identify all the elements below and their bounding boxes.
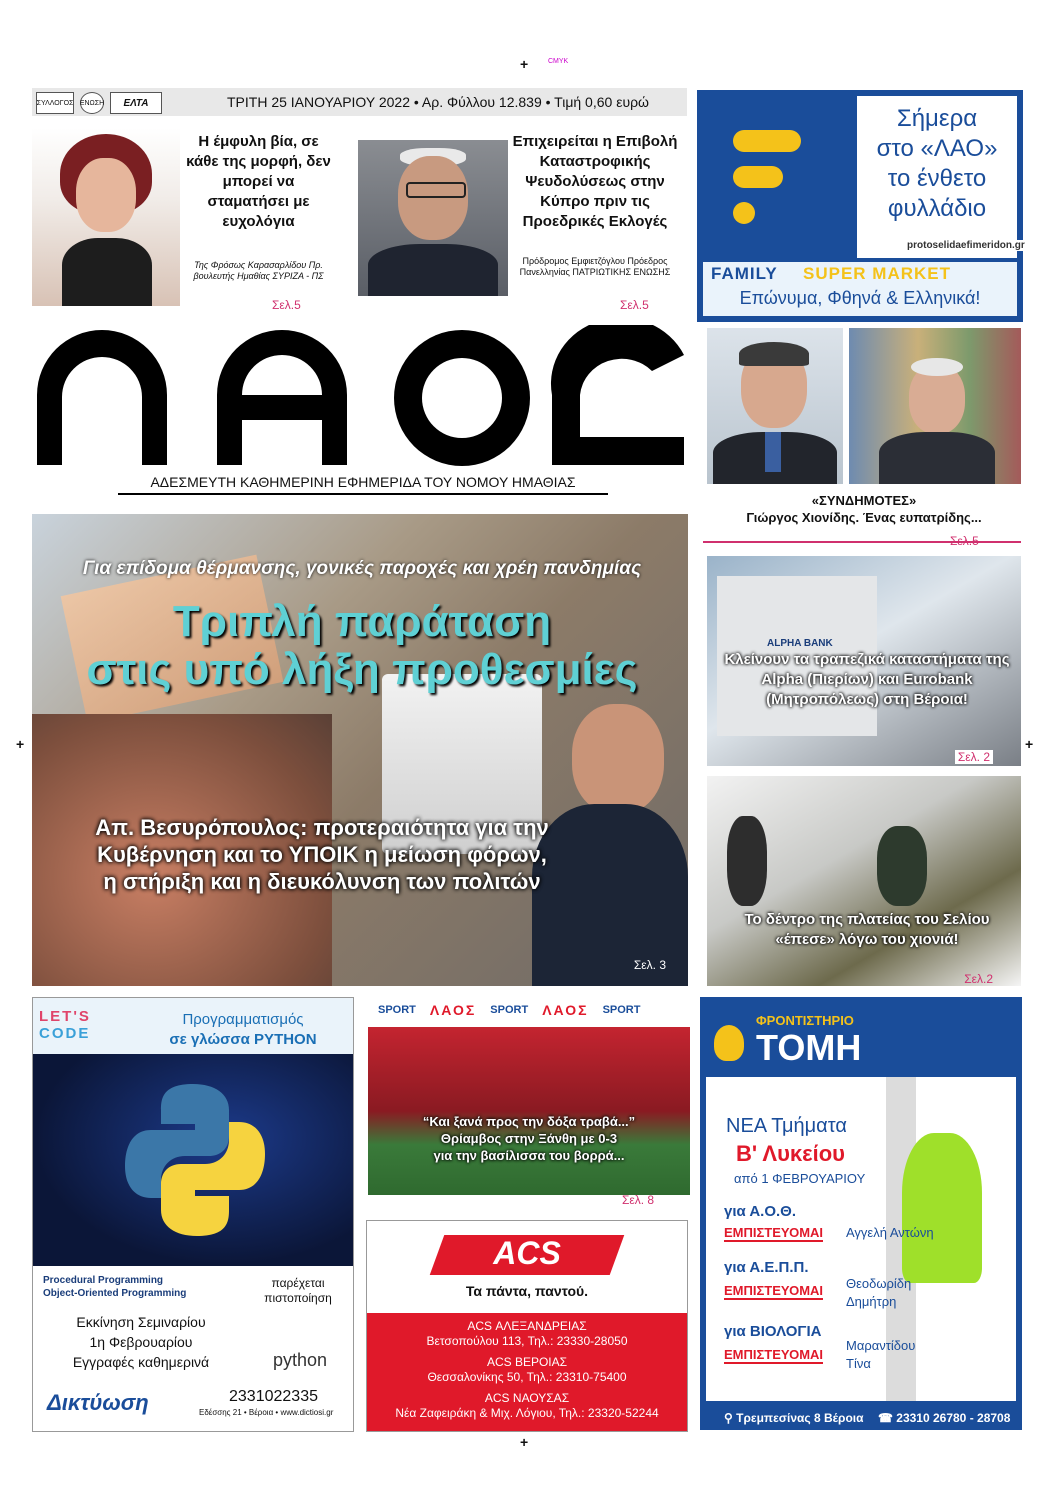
union-logo: ΕΝΩΣΗ [80,92,104,114]
elta-logo: ΕΛΤΑ [110,92,162,114]
acs-branches [367,1313,687,1431]
tomi-trust: ΕΜΠΙΣΤΕΥΟΜΑΙ [724,1347,824,1362]
ad-text: Σήμερα στο «ΛΑΟ» το ένθετο φυλλάδιο [876,105,998,222]
watermark: protoselidaefimeridon.gr [907,240,1025,251]
bank-sign: ALPHA BANK [767,638,833,649]
acs-ad[interactable] [366,1220,688,1432]
tomi-name: ΤΟΜΗ [756,1027,862,1068]
worker [877,826,927,906]
acs-branch: ACS ΝΑΟΥΣΑΣ Νέα Ζαφειράκη & Μιχ. Λόγιου, Τηλ.: 23320-52244 [395,1391,659,1420]
seminar-info: Εκκίνηση Σεμιναρίου 1η Φεβρουαρίου Εγγραφές καθημερινά [72,1314,210,1370]
tomi-new: ΝΕΑ Τμήματα [726,1115,847,1137]
story1-page[interactable]: Σελ.5 [272,298,301,312]
lead-story-image[interactable] [32,514,688,986]
banks-page[interactable]: Σελ. 2 [955,750,993,764]
tomi-subject: για Α.Ε.Π.Π. [724,1259,809,1276]
sport-photo [368,1027,690,1195]
publishers-logo: ΣΥΛΛΟΓΟΣ [36,92,74,114]
sport-bar: SPORT ΛΑΟΣ SPORT ΛΑΟΣ SPORT [378,1002,641,1018]
family-logo-bar [733,130,801,152]
code-ad-heading: Προγραμματισμός σε γλώσσα PYTHON [169,1011,317,1048]
tomi-teacher: Αγγελή Αντώνη [846,1225,934,1240]
author-photo-karasarlidou [32,128,180,306]
tomi-grade: Β' Λυκείου [736,1141,845,1166]
story2-byline: Πρόδρομος Εμφιετζόγλου Πρόεδρος Πανελληνίας ΠΑΤΡΙΩΤΙΚΗΣ ΕΝΩΣΗΣ [519,256,671,277]
lead-quote: Απ. Βεσυρόπουλος: προτεραιότητα για την Κυβέρνηση και το ΥΠΟΙΚ η μείωση φόρων, η στήριξη και η διευκόλυνση των πολιτών [95,815,549,894]
ad-brand-strip: FAMILY SUPER MARKET Επώνυμα, Φθηνά & Ελληνικά! [703,262,1017,316]
registration-mark: + [1025,736,1034,752]
code-ad-address: Εδέσσης 21 • Βέροια • www.dictiosi.gr [199,1408,334,1417]
tomi-subject: για ΒΙΟΛΟΓΙΑ [724,1323,822,1340]
photo-speaker [707,328,843,484]
certification-note: παρέχεται πιστοποίηση [264,1276,332,1305]
code-ad-bullets: Procedural Programming Object-Oriented Programming [43,1275,187,1299]
date-bar [32,88,687,116]
owl-icon [714,1025,744,1061]
masthead-logo [32,325,692,470]
tomi-address: ⚲ Τρεμπεσίνας 8 Βέροια [724,1411,864,1425]
family-logo-dot [733,202,755,224]
family-supermarket-ad[interactable] [697,90,1023,322]
python-logo [33,1054,353,1266]
tomi-trust: ΕΜΠΙΣΤΕΥΟΜΑΙ [724,1283,824,1298]
location-icon: ⚲ [724,1411,737,1425]
cmyk-mark: CMYK [548,58,569,65]
banks-headline: Κλείνουν τα τραπεζικά καταστήματα της Alpha (Πιερίων) και Eurobank (Μητροπόλεως) στη Βέροια! [724,651,1010,708]
python-wordmark: python [273,1350,328,1370]
acs-branch: ACS ΑΛΕΞΑΝΔΡΕΙΑΣ Βετσοπούλου 113, Τηλ.: 23330-28050 [426,1319,628,1348]
registration-mark: + [520,1434,529,1450]
minister-face [572,704,664,814]
lead-kicker: Για επίδομα θέρμανσης, γονικές παροχές και χρέη πανδημίας [82,558,642,579]
story2-headline[interactable]: Επιχειρείται η Επιβολή Καταστροφικής Ψευδολύσεως στην Κύπρο πριν τις Προεδρικές Εκλογές [512,133,678,230]
photo-chionidis [849,328,1021,484]
divider [703,541,1021,543]
lead-headline[interactable]: Τριπλή παράταση στις υπό λήξη προθεσμίες [86,597,638,694]
family-logo-bar [733,166,783,188]
python-visual [33,1054,353,1266]
tomi-from: από 1 ΦΕΒΡΟΥΑΡΙΟΥ [734,1171,866,1186]
tree-page[interactable]: Σελ.2 [964,972,993,986]
syndimotes-caption[interactable]: «ΣΥΝΔΗΜΟΤΕΣ» Γιώργος Χιονίδης. Ένας ευπατρίδης... [746,493,982,525]
acs-slogan: Τα πάντα, παντού. [465,1283,589,1299]
student-figure [902,1133,982,1283]
tomi-ad[interactable] [700,997,1022,1430]
acs-logo: ACS [493,1235,561,1271]
tomi-teacher: Θεοδωρίδη Δημήτρη [846,1276,912,1309]
tomi-trust: ΕΜΠΙΣΤΕΥΟΜΑΙ [724,1225,824,1240]
lets-code-logo: LET'S CODE [39,1008,91,1042]
masthead-tagline: ΑΔΕΣΜΕΥΤΗ ΚΑΘΗΜΕΡΙΝΗ ΕΦΗΜΕΡΙΔΑ ΤΟΥ ΝΟΜΟΥ ΗΜΑΘΙΑΣ [118,474,608,495]
sport-page[interactable]: Σελ. 8 [622,1193,655,1207]
acs-branch: ACS ΒΕΡΟΙΑΣ Θεσσαλονίκης 50, Τηλ.: 23310-75400 [427,1355,627,1384]
tomi-phone[interactable]: ☎ 23310 26780 - 28708 [878,1411,1011,1425]
registration-mark: + [16,736,25,752]
registration-mark: + [520,56,529,72]
sport-section[interactable] [368,997,690,1207]
tomi-subject: για Α.Ο.Θ. [724,1203,797,1220]
story1-headline[interactable]: Η έμφυλη βία, σε κάθε της μορφή, δεν μπορεί να σταματήσει με ευχολόγια [186,133,331,230]
code-ad-phone[interactable]: 2331022335 [229,1388,318,1405]
lets-code-ad[interactable] [32,997,354,1432]
worker [727,816,767,906]
sport-headline: “Και ξανά προς την δόξα τραβά...” Θρίαμβος στην Ξάνθη με 0-3 για την βασίλισσα του βορρά... [422,1114,636,1163]
story1-byline: Της Φρόσως Καρασαρλίδου Πρ. βουλευτής Ημαθίας ΣΥΡΙΖΑ - ΠΣ [193,260,324,281]
lead-page[interactable]: Σελ. 3 [633,958,666,972]
tree-headline: Το δέντρο της πλατείας του Σελίου «έπεσε» λόγω του χιονιά! [744,911,990,948]
diktyosi-logo: Δικτύωση [47,1390,149,1415]
banks-story-image[interactable] [707,556,1021,766]
tomi-label: ΦΡΟΝΤΙΣΤΗΡΙΟ [756,1013,854,1028]
phone-icon: ☎ [878,1411,897,1425]
issue-date: ΤΡΙΤΗ 25 ΙΑΝΟΥΑΡΙΟΥ 2022 • Αρ. Φύλλου 12.839 • Τιμή 0,60 ευρώ [227,94,649,110]
tomi-teacher: Μαραντίδου Τίνα [846,1338,916,1371]
tree-story-image[interactable] [707,776,1021,986]
author-photo-emfietzoglou [358,140,508,296]
story2-page[interactable]: Σελ.5 [620,298,649,312]
